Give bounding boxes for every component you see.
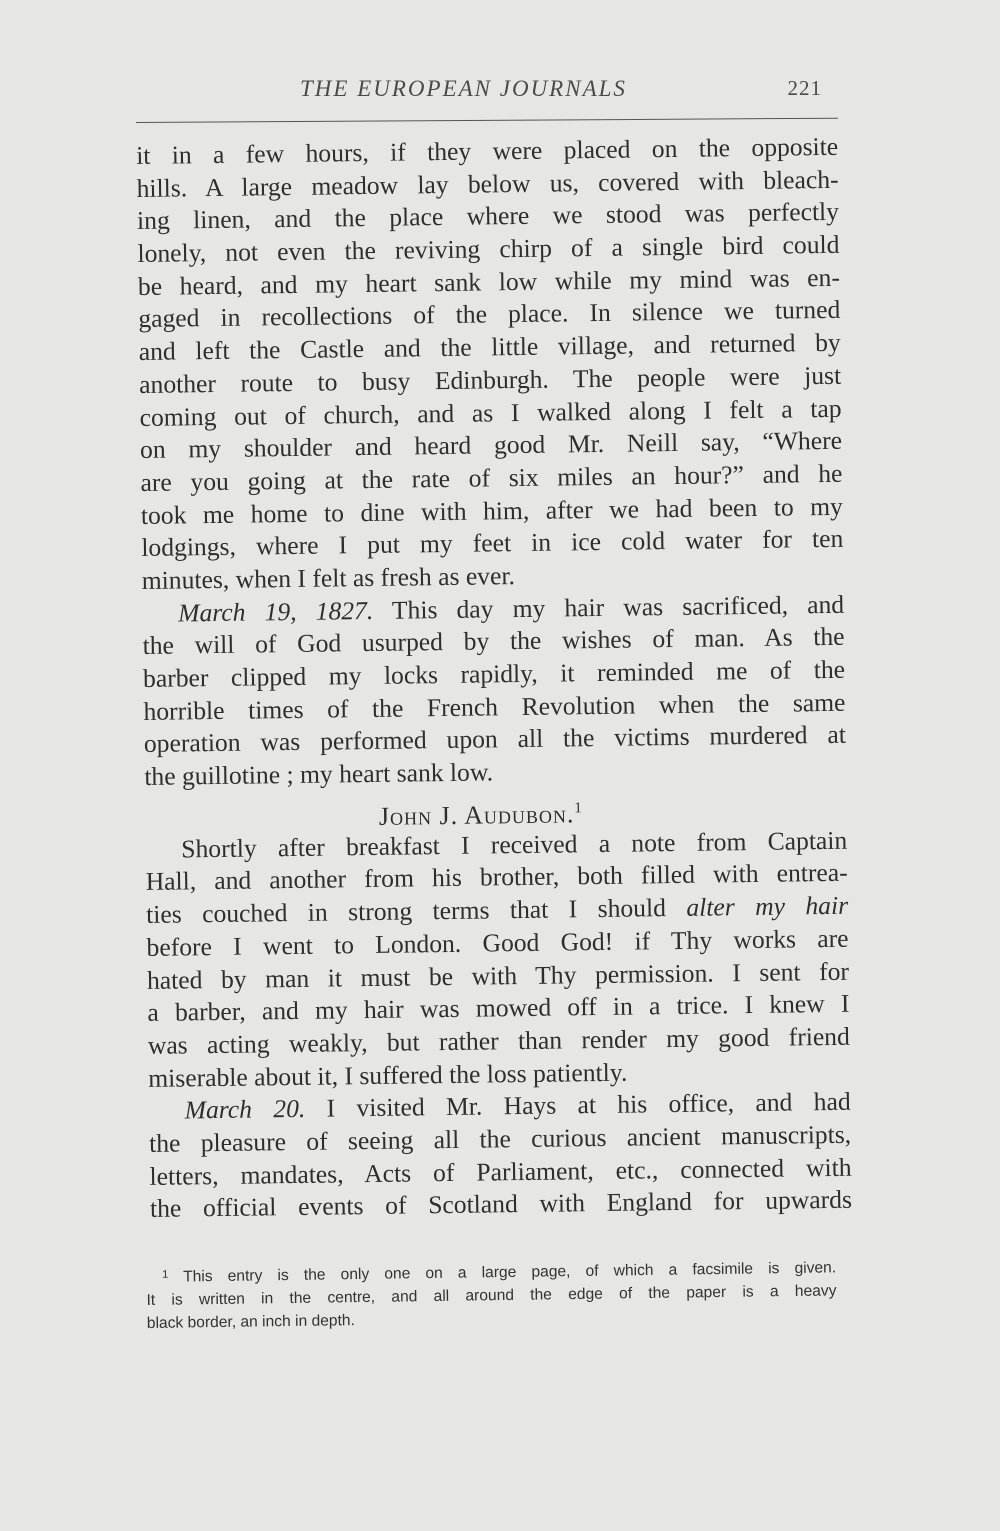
footnote xyxy=(146,1254,837,1335)
footnote-marker: 1 xyxy=(574,799,583,817)
footnote-line: black border, an inch in depth. xyxy=(146,1312,355,1332)
page-number: 221 xyxy=(787,76,822,100)
body-text xyxy=(136,131,852,1226)
text-line: hills. A large meadow lay below us, covered with bleach- xyxy=(136,164,839,203)
text-line: on my shoulder and heard good Mr. Neill say, “Where xyxy=(139,425,843,465)
text-line: another route to busy Edinburgh. The people were just xyxy=(139,360,842,399)
text-line: operation was performed upon all the victims murdered at xyxy=(143,720,847,759)
text-line: gaged in recollections of the place. In silence we turned xyxy=(138,295,841,334)
text-line: the official events of Scotland with England for upwards xyxy=(149,1185,853,1224)
text-line: coming out of church, and as I walked along I felt a tap xyxy=(139,393,842,432)
header-rule xyxy=(136,118,838,123)
entry-date: March 20. xyxy=(184,1094,306,1125)
text-line: miserable about it, I suffered the loss patiently. xyxy=(148,1057,628,1093)
entry-first-line-text: I visited Mr. Hays at his office, and had xyxy=(305,1086,851,1124)
text-line: are you going at the rate of six miles an hour?” and he xyxy=(140,458,843,497)
footnote-number: 1 xyxy=(162,1268,169,1281)
text-line: the guillotine ; my heart sank low. xyxy=(144,757,494,792)
entry-date: March 19, 1827. xyxy=(178,595,374,628)
text-line: before I went to London. Good God! if Thy works are xyxy=(146,923,849,962)
text-line: minutes, when I felt as fresh as ever. xyxy=(141,561,516,595)
entry-first-line-text: This day my hair was sacrificed, and xyxy=(373,589,845,625)
text-segment: ties couched in strong terms that I should xyxy=(145,892,687,930)
text-line: letters, mandates, Acts of Parliament, etc., connected with xyxy=(149,1152,852,1191)
text-line: took me home to dine with him, after we had been to my xyxy=(140,491,844,530)
footnote-line: It is written in the centre, and all around the edge of the paper is a heavy xyxy=(146,1282,837,1309)
text-line: horrible times of the French Revolution when the same xyxy=(143,687,846,726)
signature-text: John J. Audubon. xyxy=(378,799,575,831)
text-line: lodgings, where I put my feet in ice cold water for ten xyxy=(141,524,844,563)
text-line: hated by man it must be with Thy permission. I sent for xyxy=(146,956,850,995)
running-head-title: THE EUROPEAN JOURNALS xyxy=(300,76,627,101)
footnote-text: This entry is the only one on a large page, of which a facsimile is given. xyxy=(168,1259,837,1286)
text-line: ing linen, and the place where we stood was perfectly xyxy=(136,197,840,236)
text-line: lonely, not even the reviving chirp of a single bird could xyxy=(137,229,840,269)
emphasized-text: alter my hair xyxy=(686,890,849,922)
text-line: Hall, and another from his brother, both filled with entrea- xyxy=(145,858,848,897)
text-line: was acting weakly, but rather than render my good friend xyxy=(147,1021,850,1060)
text-line: Shortly after breakfast I received a note from Captain xyxy=(181,825,848,864)
text-line: a barber, and my hair was mowed off in a trice. I knew I xyxy=(147,988,850,1028)
text-line: the will of God usurped by the wishes of man. As the xyxy=(142,622,845,661)
text-line: it in a few hours, if they were placed on the opposite xyxy=(136,131,839,170)
text-line: the pleasure of seeing all the curious ancient manuscripts, xyxy=(148,1119,852,1158)
running-head xyxy=(136,76,836,112)
text-line: be heard, and my heart sank low while my mind was en- xyxy=(137,262,841,301)
text-line: barber clipped my locks rapidly, it reminded me of the xyxy=(142,654,846,693)
text-line: and left the Castle and the little village, and returned by xyxy=(138,327,841,367)
